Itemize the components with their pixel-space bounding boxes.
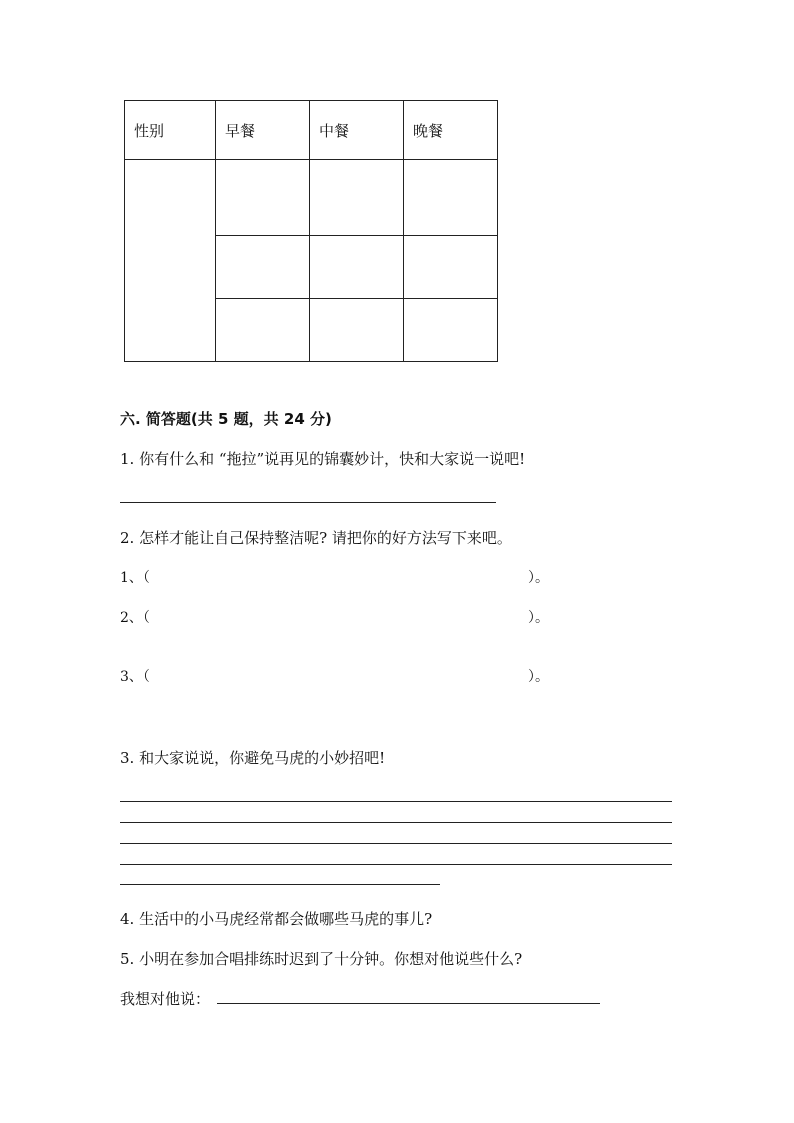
q2-blank-1-close: ）。 [528, 570, 549, 586]
table-cell[interactable] [404, 236, 498, 299]
question-2: 2. 怎样才能让自己保持整洁呢? 请把你的好方法写下来吧。 [120, 529, 512, 547]
table-cell[interactable] [216, 160, 310, 236]
q5-prompt: 我想对他说： [120, 990, 211, 1008]
answer-line-q3[interactable] [120, 843, 672, 844]
header-lunch: 中餐 [310, 101, 404, 160]
table-cell[interactable] [310, 160, 404, 236]
table-header-row [125, 101, 498, 160]
q2-blank-2-open: 2、（ [120, 610, 150, 626]
table-cell[interactable] [404, 299, 498, 362]
q2-blank-3-open: 3、（ [120, 669, 150, 685]
answer-line-q3[interactable] [120, 864, 672, 865]
q2-blank-3-close: ）。 [528, 669, 549, 685]
question-5: 5. 小明在参加合唱排练时迟到了十分钟。你想对他说些什么? [120, 950, 523, 968]
answer-line-q1[interactable] [120, 502, 496, 503]
header-gender: 性别 [125, 101, 216, 160]
header-breakfast: 早餐 [216, 101, 310, 160]
question-4: 4. 生活中的小马虎经常都会做哪些马虎的事儿? [120, 910, 433, 928]
table-cell[interactable] [216, 236, 310, 299]
header-dinner: 晚餐 [404, 101, 498, 160]
answer-line-q3[interactable] [120, 822, 672, 823]
table-cell[interactable] [216, 299, 310, 362]
answer-line-q5[interactable] [217, 1003, 600, 1004]
meal-table [124, 100, 498, 362]
question-3: 3. 和大家说说，你避免马虎的小妙招吧! [120, 749, 386, 767]
table-row [125, 160, 498, 236]
table-cell[interactable] [404, 160, 498, 236]
q2-blank-1-open: 1、（ [120, 570, 150, 586]
table-cell[interactable] [310, 236, 404, 299]
table-cell[interactable] [310, 299, 404, 362]
gender-cell[interactable] [125, 160, 216, 362]
answer-line-q3[interactable] [120, 801, 672, 802]
section-title: 六. 简答题(共 5 题，共 24 分) [120, 410, 332, 428]
question-1: 1. 你有什么和 “拖拉”说再见的锦囊妙计，快和大家说一说吧! [120, 450, 526, 468]
answer-line-q3[interactable] [120, 884, 440, 885]
q2-blank-2-close: ）。 [528, 610, 549, 626]
